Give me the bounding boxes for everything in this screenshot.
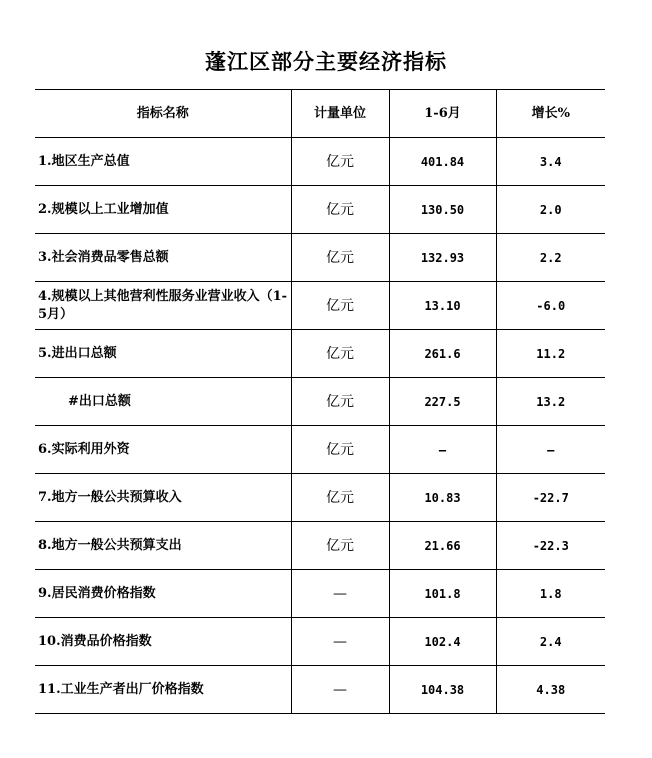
table-row bbox=[35, 426, 605, 474]
indicator-growth: 1.8 bbox=[496, 570, 605, 618]
indicator-unit: 亿元 bbox=[291, 378, 389, 426]
indicator-value: 104.38 bbox=[389, 666, 496, 714]
indicator-name: 5.进出口总额 bbox=[35, 330, 291, 378]
indicator-unit: 亿元 bbox=[291, 234, 389, 282]
indicator-name: 6.实际利用外资 bbox=[35, 426, 291, 474]
indicator-name: 9.居民消费价格指数 bbox=[35, 570, 291, 618]
indicator-unit: 亿元 bbox=[291, 186, 389, 234]
indicator-unit: — bbox=[291, 618, 389, 666]
table-row bbox=[35, 618, 605, 666]
indicator-growth: 3.4 bbox=[496, 138, 605, 186]
header-growth: 增长% bbox=[496, 90, 605, 138]
indicator-name: #出口总额 bbox=[35, 378, 291, 426]
indicator-unit: 亿元 bbox=[291, 522, 389, 570]
indicator-unit: 亿元 bbox=[291, 474, 389, 522]
indicator-value: 227.5 bbox=[389, 378, 496, 426]
table-row bbox=[35, 282, 605, 330]
indicator-value: 10.83 bbox=[389, 474, 496, 522]
indicator-value: — bbox=[389, 426, 496, 474]
table-row bbox=[35, 378, 605, 426]
indicator-value: 401.84 bbox=[389, 138, 496, 186]
header-indicator-name: 指标名称 bbox=[35, 90, 291, 138]
indicator-name: 3.社会消费品零售总额 bbox=[35, 234, 291, 282]
indicator-value: 13.10 bbox=[389, 282, 496, 330]
indicator-name: 1.地区生产总值 bbox=[35, 138, 291, 186]
table-row bbox=[35, 666, 605, 714]
page-title: 蓬江区部分主要经济指标 bbox=[205, 49, 447, 74]
table-row bbox=[35, 138, 605, 186]
indicator-growth: 11.2 bbox=[496, 330, 605, 378]
indicator-unit: 亿元 bbox=[291, 138, 389, 186]
indicator-growth: -6.0 bbox=[496, 282, 605, 330]
indicator-value: 21.66 bbox=[389, 522, 496, 570]
indicator-value: 132.93 bbox=[389, 234, 496, 282]
indicator-growth: -22.3 bbox=[496, 522, 605, 570]
indicator-value: 261.6 bbox=[389, 330, 496, 378]
table-header-row bbox=[35, 90, 605, 138]
table-row bbox=[35, 570, 605, 618]
indicator-growth: 13.2 bbox=[496, 378, 605, 426]
indicator-growth: 4.38 bbox=[496, 666, 605, 714]
table-row bbox=[35, 234, 605, 282]
indicator-growth: 2.2 bbox=[496, 234, 605, 282]
indicator-growth: 2.0 bbox=[496, 186, 605, 234]
indicator-value: 130.50 bbox=[389, 186, 496, 234]
indicator-growth: 2.4 bbox=[496, 618, 605, 666]
indicator-name: 2.规模以上工业增加值 bbox=[35, 186, 291, 234]
indicator-name: 10.消费品价格指数 bbox=[35, 618, 291, 666]
indicator-unit: 亿元 bbox=[291, 330, 389, 378]
table-row bbox=[35, 330, 605, 378]
indicator-unit: 亿元 bbox=[291, 426, 389, 474]
indicator-value: 102.4 bbox=[389, 618, 496, 666]
indicator-unit: — bbox=[291, 570, 389, 618]
indicator-unit: 亿元 bbox=[291, 282, 389, 330]
indicator-value: 101.8 bbox=[389, 570, 496, 618]
table-row bbox=[35, 522, 605, 570]
indicator-unit: — bbox=[291, 666, 389, 714]
table-row bbox=[35, 186, 605, 234]
header-period: 1-6月 bbox=[389, 90, 496, 138]
indicator-growth: -22.7 bbox=[496, 474, 605, 522]
indicator-table bbox=[35, 89, 605, 714]
indicator-growth: — bbox=[496, 426, 605, 474]
indicator-name: 8.地方一般公共预算支出 bbox=[35, 522, 291, 570]
table-row bbox=[35, 474, 605, 522]
indicator-name: 4.规模以上其他营利性服务业营业收入（1-5月） bbox=[35, 282, 291, 330]
indicator-name: 7.地方一般公共预算收入 bbox=[35, 474, 291, 522]
indicator-name: 11.工业生产者出厂价格指数 bbox=[35, 666, 291, 714]
header-unit: 计量单位 bbox=[291, 90, 389, 138]
